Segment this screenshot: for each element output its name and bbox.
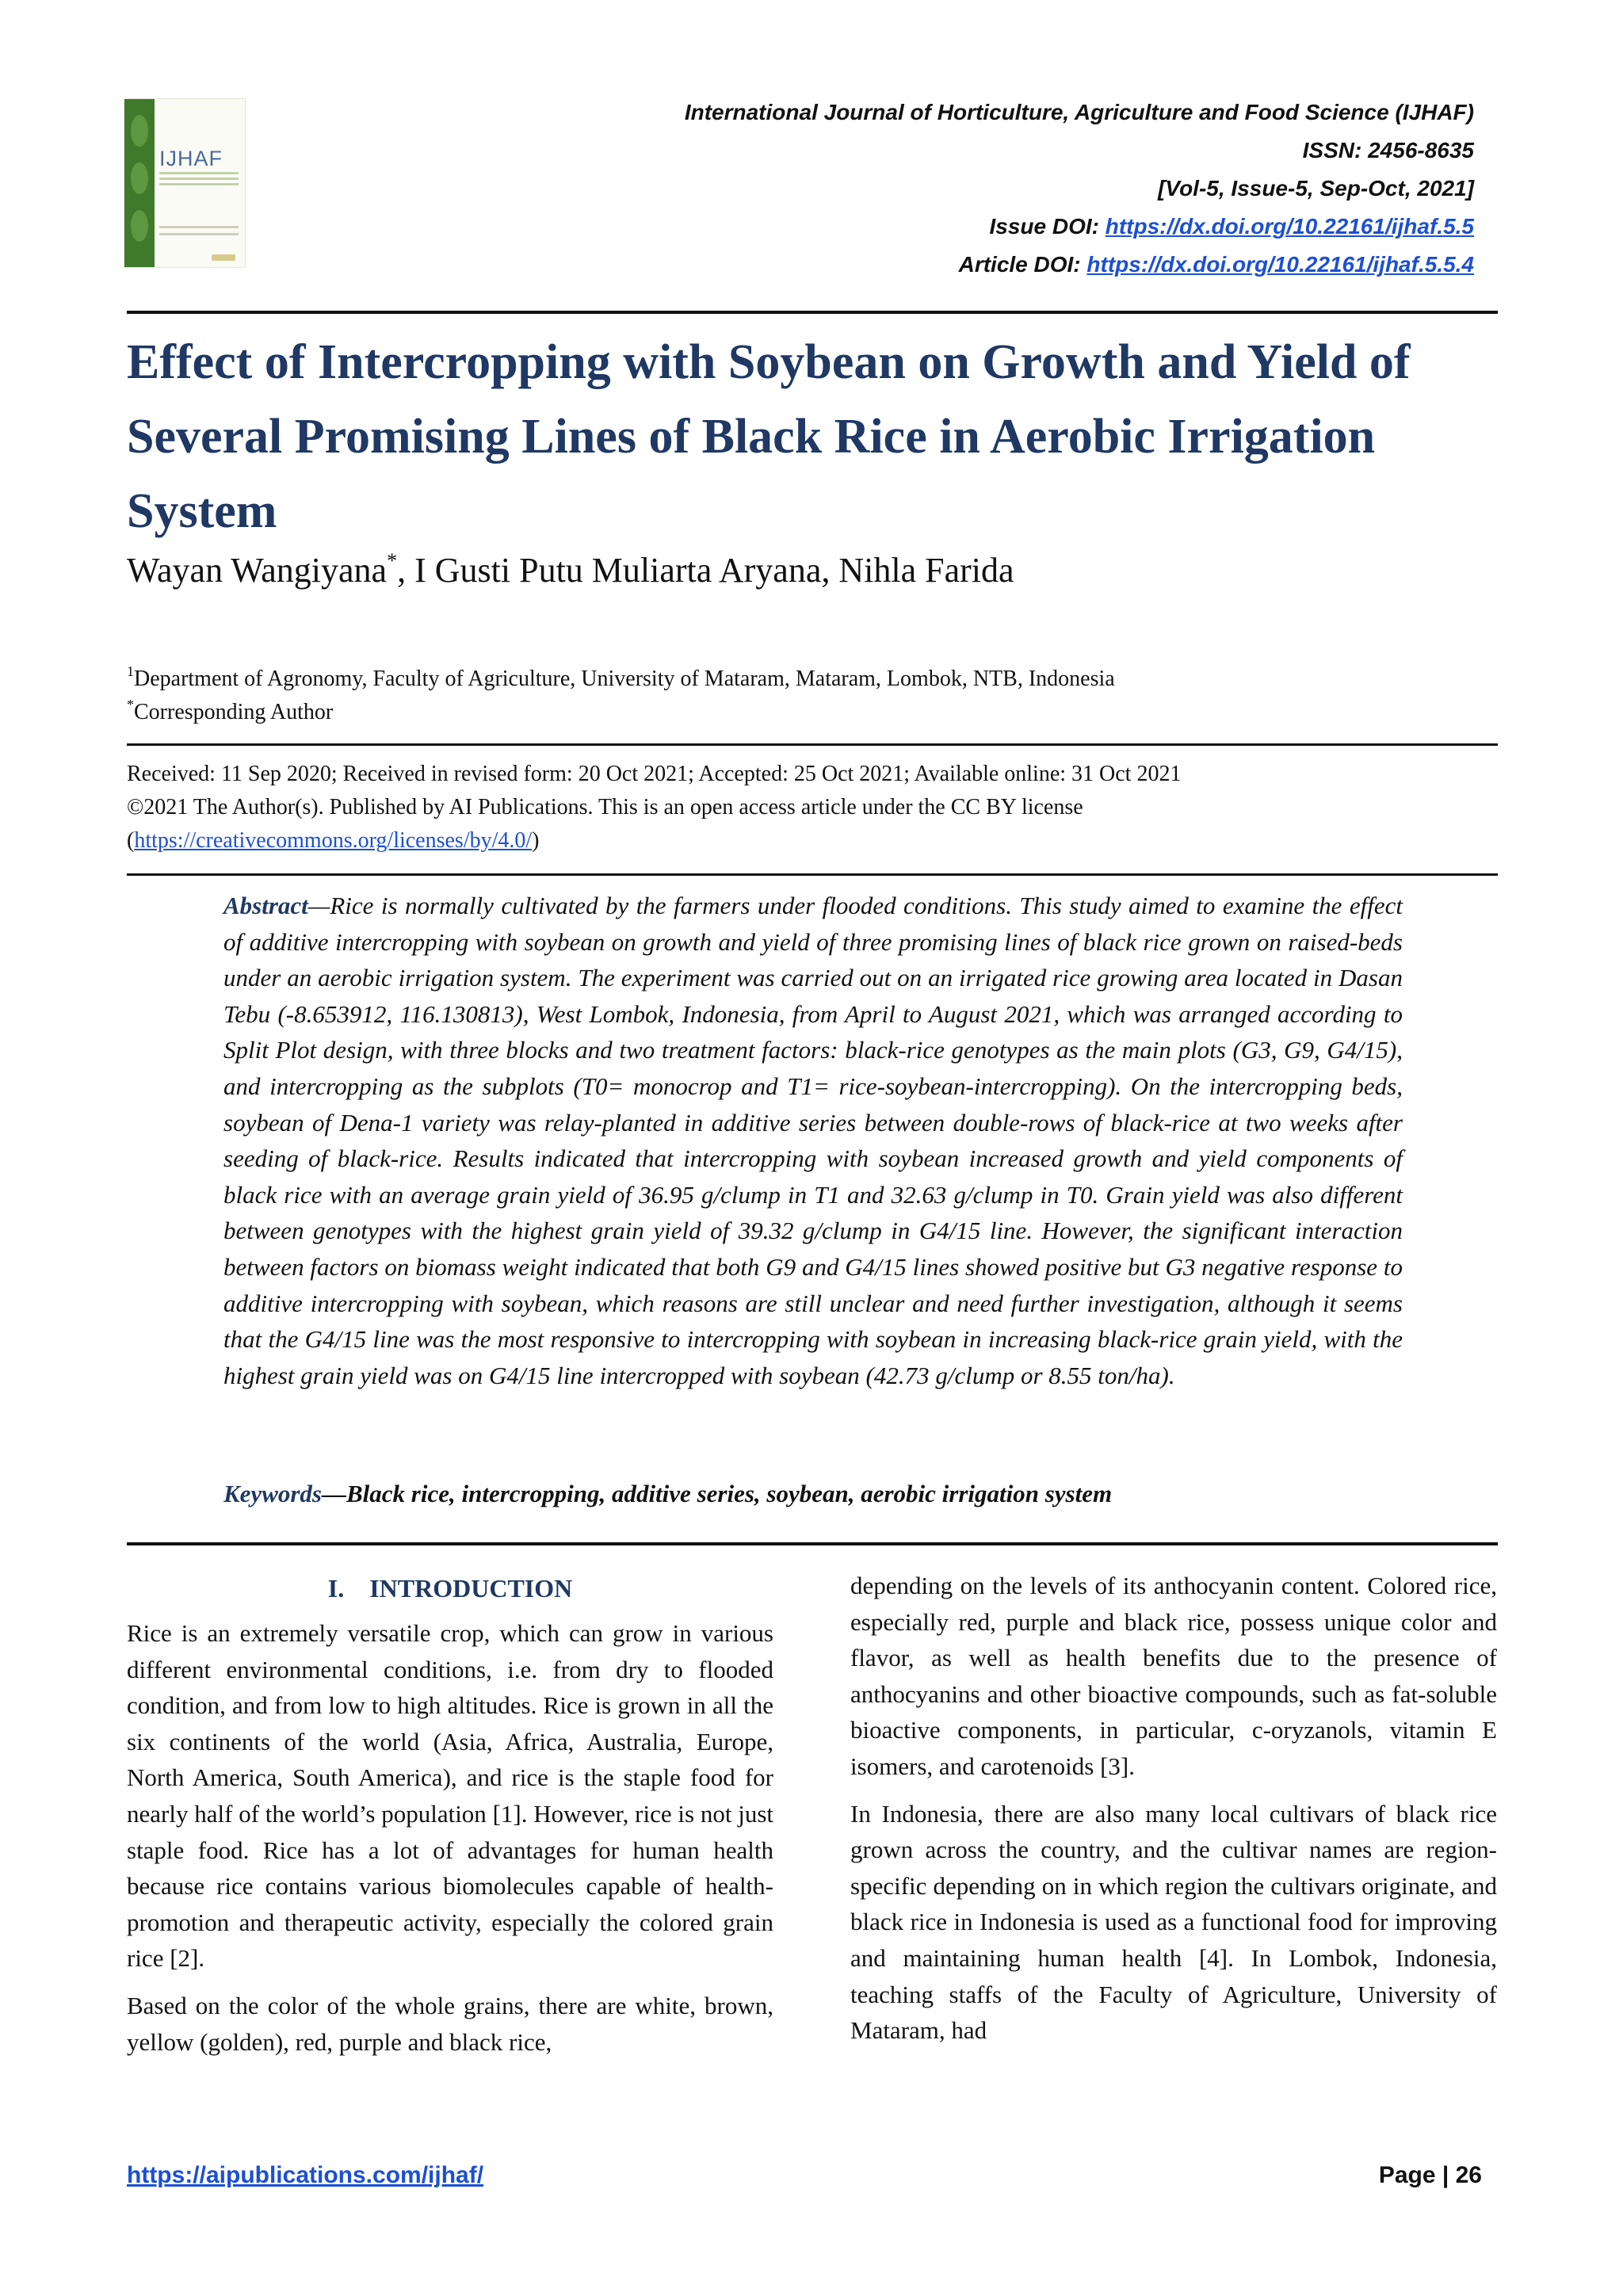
journal-volume: [Vol-5, Issue-5, Sep-Oct, 2021] — [1158, 176, 1474, 201]
corresponding-text: Corresponding Author — [134, 700, 334, 724]
abstract — [223, 888, 1403, 1393]
divider — [127, 743, 1498, 746]
affiliation-text: Department of Agronomy, Faculty of Agriculture, University of Mataram, Mataram, Lombok, NTB, Indonesia — [134, 667, 1115, 691]
author-rest: , I Gusti Putu Muliarta Aryana, Nihla Farida — [397, 551, 1014, 590]
paragraph: Based on the color of the whole grains, there are white, brown, yellow (golden), red, purple and black rice, — [127, 1991, 773, 2056]
page-number: Page | 26 — [1378, 2162, 1482, 2188]
abstract-label: Abstract — [223, 892, 308, 919]
license-statement: ©2021 The Author(s). Published by AI Publications. This is an open access article under the CC BY license — [127, 795, 1083, 819]
journal-name: International Journal of Horticulture, Agriculture and Food Science (IJHAF) — [684, 100, 1474, 124]
header-divider — [127, 311, 1498, 314]
section-number: I. — [327, 1574, 345, 1603]
issue-doi-label: Issue DOI: — [989, 214, 1106, 239]
logo-title: IJHAF — [159, 147, 223, 170]
affiliation — [127, 663, 1115, 729]
article-doi — [959, 246, 1474, 284]
logo-leaf-strip — [124, 99, 155, 267]
divider — [127, 1542, 1498, 1545]
affiliation-mark: 1 — [127, 663, 134, 679]
keywords-text: —Black rice, intercropping, additive series, soybean, aerobic irrigation system — [322, 1480, 1113, 1507]
body-column-left — [127, 1568, 773, 2071]
keywords-label: Keywords — [223, 1480, 322, 1507]
logo-decoration — [159, 172, 239, 189]
journal-logo — [124, 98, 246, 268]
paper-title: Effect of Intercropping with Soybean on Growth and Yield of Several Promising Lines of Black Rice in Aerobic Irrigation System — [127, 335, 1411, 538]
logo-decoration — [159, 226, 239, 240]
paragraph: Rice is an extremely versatile crop, which can grow in various different environmental conditions, i.e. from dry to flooded condition, and from low to high altitudes. Rice is grown in all the six continents of the world (Asia, Africa, Australia, Europe, North America, South America), and rice is the staple food for nearly half of the world’s population [1]. However, rice is not just staple food. Rice has a lot of advantages for human health because rice contains various biomolecules capable of health-promotion and therapeutic activity, especially the colored grain rice [2]. — [127, 1619, 773, 1973]
logo-mark — [212, 254, 235, 261]
author-list — [127, 550, 1014, 590]
issue-doi — [989, 208, 1474, 246]
corresponding-mark: * — [127, 697, 134, 712]
body-column-right — [850, 1568, 1497, 2060]
author-first: Wayan Wangiyana — [127, 551, 388, 590]
paragraph: depending on the levels of its anthocyanin content. Colored rice, especially red, purple and black rice, possess unique color and flavor, as well as health benefits due to the presence of anthocyanins and other bioactive compounds, such as fat-soluble bioactive components, in particular, c-oryzanols, vitamin E isomers, and carotenoids [3]. — [850, 1572, 1497, 1780]
license-link[interactable]: https://creativecommons.org/licenses/by/4.0/ — [134, 828, 533, 853]
journal-issn: ISSN: 2456-8635 — [1302, 138, 1474, 162]
issue-doi-link[interactable]: https://dx.doi.org/10.22161/ijhaf.5.5 — [1105, 214, 1474, 239]
divider — [127, 873, 1498, 876]
corresponding-mark: * — [387, 549, 398, 572]
footer-journal-link[interactable]: https://aipublications.com/ijhaf/ — [127, 2162, 484, 2188]
paragraph: In Indonesia, there are also many local cultivars of black rice grown across the country, and the cultivar names are region-specific depending on in which region the cultivars originate, and black rice in Indonesia is used as a functional food for improving and maintaining human health [4]. In Lombok, Indonesia, teaching staffs of the Faculty of Agriculture, University of Mataram, had — [850, 1799, 1497, 2045]
article-doi-link[interactable]: https://dx.doi.org/10.22161/ijhaf.5.5.4 — [1086, 252, 1474, 277]
license-link-line: (https://creativecommons.org/licenses/by/4.0/) — [127, 828, 540, 853]
article-doi-label: Article DOI: — [958, 252, 1087, 277]
section-title: INTRODUCTION — [369, 1574, 573, 1603]
received-dates: Received: 11 Sep 2020; Received in revised form: 20 Oct 2021; Accepted: 25 Oct 2021; Available online: 31 Oct 2021 — [127, 762, 1182, 786]
keywords — [223, 1476, 1112, 1511]
section-heading — [127, 1568, 773, 1609]
article-history — [127, 758, 1181, 858]
abstract-text: —Rice is normally cultivated by the farmers under flooded conditions. This study aimed to examine the effect of additive intercropping with soybean on growth and yield of three promising lines of black rice grown on raised-beds under an aerobic irrigation system. The experiment was carried out on an irrigated rice growing area located in Dasan Tebu (-8.653912, 116.130813), West Lombok, Indonesia, from April to August 2021, which was arranged according to Split Plot design, with three blocks and two treatment factors: black-rice genotypes as the main plots (G3, G9, G4/15), and intercropping as the subplots (T0= monocrop and T1= rice-soybean-intercropping). On the intercropping beds, soybean of Dena-1 variety was relay-planted in additive series between double-rows of black-rice at two weeks after seeding of black-rice. Results indicated that intercropping with soybean increased growth and yield components of black rice with an average grain yield of 36.95 g/clump in T1 and 32.63 g/clump in T0. Grain yield was also different between genotypes with the highest grain yield of 39.32 g/clump in G4/15 line. However, the significant interaction between factors on biomass weight indicated that both G9 and G4/15 lines showed positive but G3 negative response to additive intercropping with soybean, which reasons are still unclear and need further investigation, although it seems that the G4/15 line was the most responsive to intercropping with soybean in increasing black-rice grain yield, with the highest grain yield was on G4/15 line intercropped with soybean (42.73 g/clump or 8.55 ton/ha). — [223, 892, 1403, 1389]
